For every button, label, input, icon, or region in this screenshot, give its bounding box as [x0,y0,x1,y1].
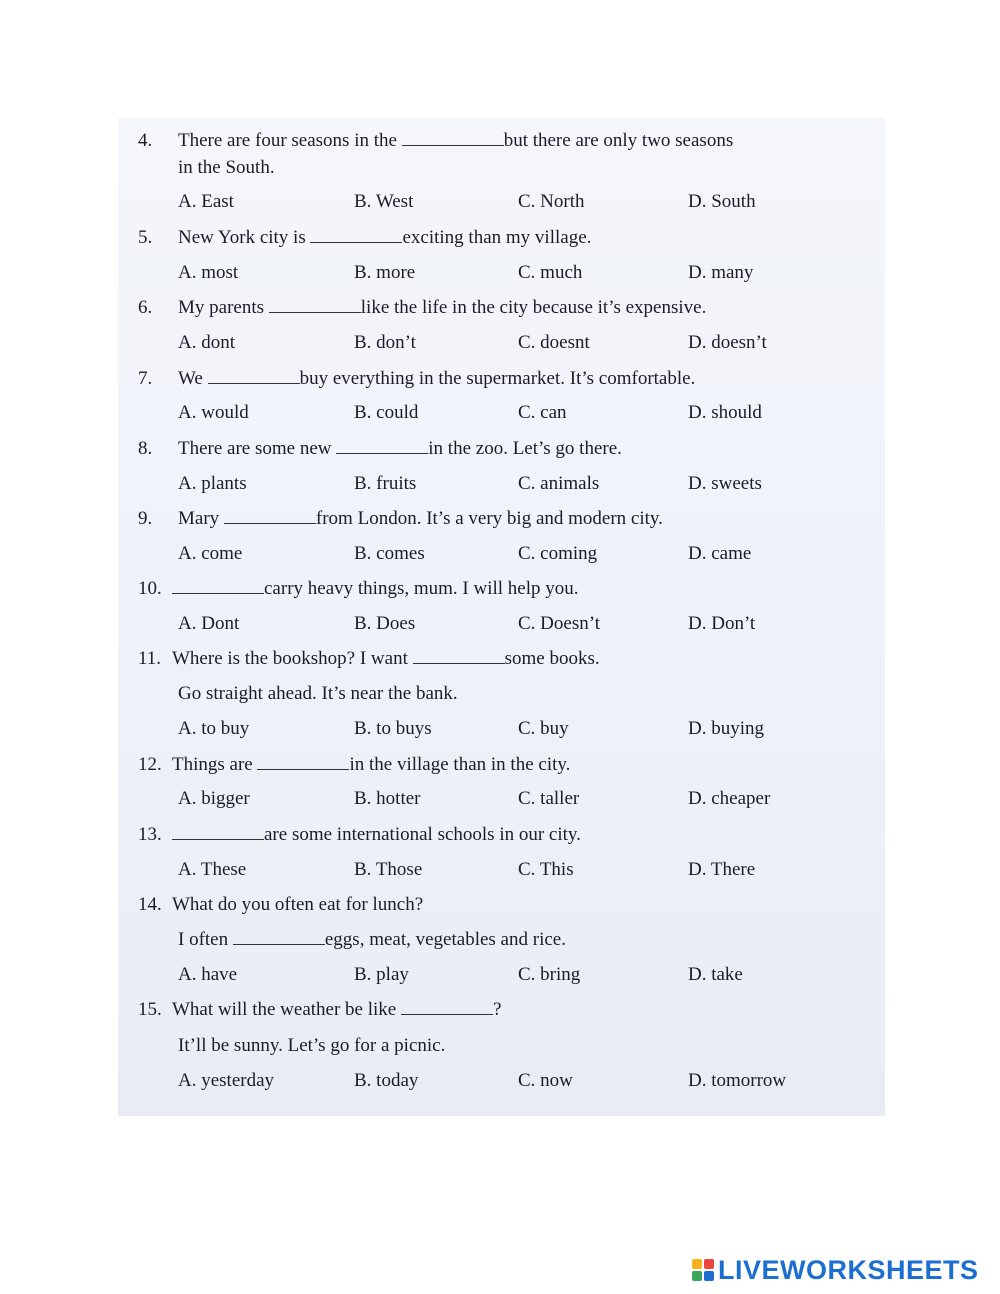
question-text: What will the weather be like ? [172,999,502,1020]
options-15 [178,1068,878,1094]
option-b[interactable]: B. today [354,1070,419,1091]
question-number: 11. [138,648,162,669]
options-8 [178,471,878,497]
option-d[interactable]: D. tomorrow [688,1070,787,1091]
logo-text: LIVEWORKSHEETS [718,1254,979,1285]
question-number: 8. [138,438,153,459]
answer-blank[interactable] [413,646,505,664]
option-a[interactable]: A. would [178,402,249,423]
option-d[interactable]: D. South [688,191,756,212]
question-text: Things are in the village than in the city. [172,754,571,775]
question-text: New York city is exciting than my village. [178,227,592,248]
question-text: We buy everything in the supermarket. It’s comfortable. [178,368,696,389]
answer-blank[interactable] [172,576,264,594]
options-9 [178,541,878,567]
option-a[interactable]: A. East [178,191,234,212]
answer-blank[interactable] [402,128,504,146]
question-number: 13. [138,824,162,845]
option-d[interactable]: D. sweets [688,473,762,494]
option-a[interactable]: A. These [178,859,247,880]
option-d[interactable]: D. There [688,859,756,880]
question-number: 6. [138,297,153,318]
option-a[interactable]: A. yesterday [178,1070,275,1091]
options-7 [178,400,878,426]
option-b[interactable]: B. don’t [354,332,416,353]
option-c[interactable]: C. bring [518,964,581,985]
option-d[interactable]: D. came [688,543,752,564]
option-d[interactable]: D. Don’t [688,613,756,634]
question-number: 5. [138,227,153,248]
option-b[interactable]: B. Does [354,613,416,634]
options-5 [178,260,878,286]
option-c[interactable]: C. taller [518,788,580,809]
question-number: 15. [138,999,162,1020]
question-text: carry heavy things, mum. I will help you. [172,576,579,602]
answer-blank[interactable] [224,506,316,524]
answer-blank[interactable] [269,295,361,313]
liveworksheets-logo[interactable] [692,1253,979,1287]
option-d[interactable]: D. doesn’t [688,332,767,353]
option-c[interactable]: C. animals [518,473,600,494]
answer-blank[interactable] [257,752,349,770]
question-text: My parents like the life in the city because it’s expensive. [178,297,707,318]
question-number: 10. [138,578,162,599]
option-b[interactable]: B. West [354,191,414,212]
option-a[interactable]: A. most [178,262,239,283]
question-number: 12. [138,754,162,775]
option-c[interactable]: C. buy [518,718,569,739]
option-c[interactable]: C. much [518,262,583,283]
answer-blank[interactable] [310,225,402,243]
option-c[interactable]: C. Doesn’t [518,613,600,634]
option-a[interactable]: A. to buy [178,718,250,739]
option-b[interactable]: B. play [354,964,409,985]
question-number: 4. [138,130,153,151]
question-text: There are some new in the zoo. Let’s go there. [178,438,622,459]
option-a[interactable]: A. plants [178,473,247,494]
option-c[interactable]: C. now [518,1070,573,1091]
options-10 [178,611,878,637]
options-12 [178,786,878,812]
option-c[interactable]: C. can [518,402,567,423]
question-text: are some international schools in our city. [172,822,581,848]
option-b[interactable]: B. hotter [354,788,421,809]
question-number: 7. [138,368,153,389]
option-d[interactable]: D. take [688,964,743,985]
answer-blank[interactable] [172,822,264,840]
option-d[interactable]: D. buying [688,718,764,739]
option-d[interactable]: D. many [688,262,754,283]
liveworksheets-logo-icon [692,1259,714,1281]
option-b[interactable]: B. comes [354,543,425,564]
option-c[interactable]: C. North [518,191,585,212]
option-c[interactable]: C. This [518,859,574,880]
answer-blank[interactable] [336,436,428,454]
question-text: Mary from London. It’s a very big and modern city. [178,508,663,529]
question-text: There are four seasons in the but there are only two seasons [178,130,734,151]
question-number: 14. [138,894,162,915]
option-a[interactable]: A. dont [178,332,235,353]
option-b[interactable]: B. could [354,402,419,423]
option-c[interactable]: C. coming [518,543,598,564]
option-a[interactable]: A. come [178,543,243,564]
option-b[interactable]: B. fruits [354,473,417,494]
options-4 [178,189,878,215]
options-13 [178,857,878,883]
option-d[interactable]: D. cheaper [688,788,771,809]
option-a[interactable]: A. bigger [178,788,250,809]
answer-blank[interactable] [208,366,300,384]
question-text: Where is the bookshop? I want some books. [172,648,600,669]
question-text: What do you often eat for lunch? [172,894,424,915]
answer-blank[interactable] [233,927,325,945]
option-b[interactable]: B. Those [354,859,423,880]
answer-blank[interactable] [401,997,493,1015]
option-b[interactable]: B. more [354,262,416,283]
options-11 [178,716,878,742]
option-d[interactable]: D. should [688,402,762,423]
option-b[interactable]: B. to buys [354,718,432,739]
option-c[interactable]: C. doesnt [518,332,590,353]
options-14 [178,962,878,988]
question-number: 9. [138,508,153,529]
option-a[interactable]: A. have [178,964,238,985]
options-6 [178,330,878,356]
option-a[interactable]: A. Dont [178,613,240,634]
